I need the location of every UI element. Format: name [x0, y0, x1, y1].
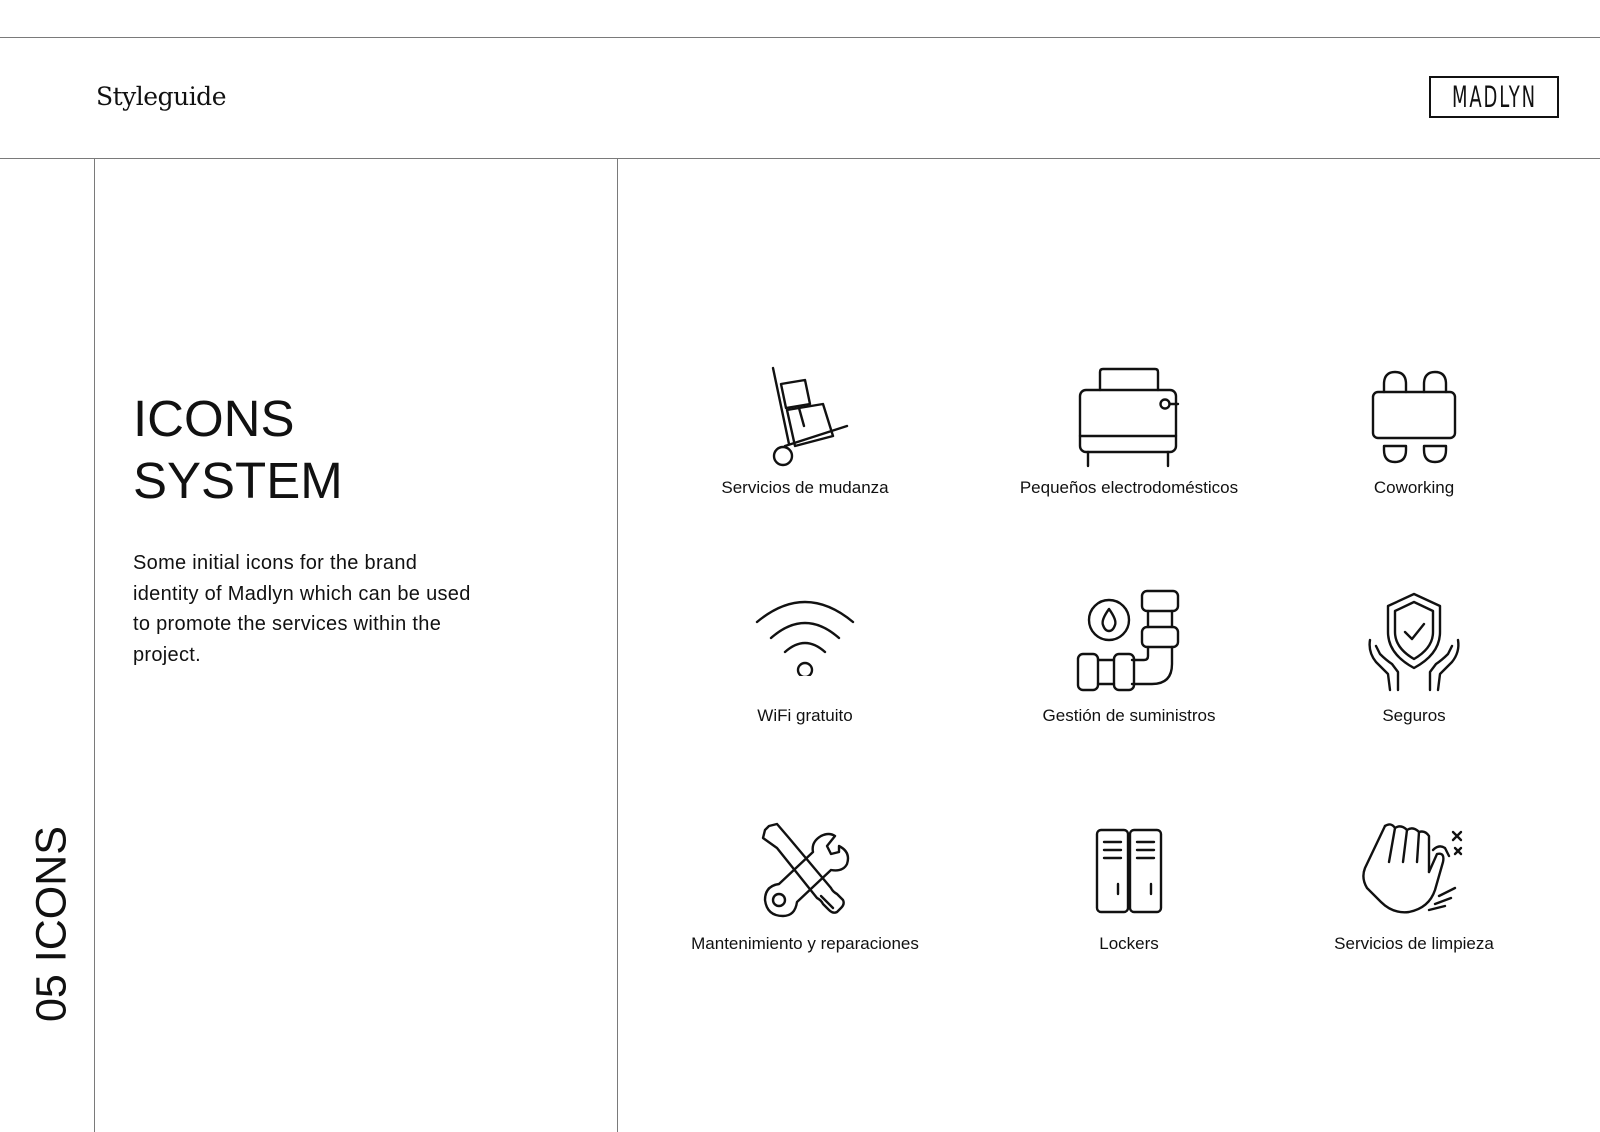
icon-label: WiFi gratuito — [757, 706, 853, 725]
intro-description: Some initial icons for the brand identity of Madlyn which can be used to promote the services within the project. — [133, 552, 471, 666]
header-label: Styleguide — [96, 82, 226, 111]
sidebar-divider — [94, 159, 95, 1132]
wifi-icon — [753, 594, 857, 676]
header-divider — [0, 158, 1600, 159]
page-title-line-1: ICONS — [133, 390, 295, 447]
icon-label: Servicios de limpieza — [1334, 934, 1494, 953]
brand-logo — [1429, 76, 1559, 118]
logo-text: MADLYN — [1451, 80, 1537, 114]
water-pipe-icon — [1074, 588, 1184, 692]
icon-label: Coworking — [1373, 478, 1455, 497]
toaster-icon — [1074, 366, 1184, 470]
icon-label: Servicios de mudanza — [721, 478, 889, 497]
icon-label: Pequeños electrodomésticos — [1019, 478, 1239, 497]
page-title — [133, 388, 343, 512]
icon-label: Gestión de suministros — [1042, 706, 1216, 725]
icon-label: Seguros — [1382, 706, 1446, 725]
content-divider — [617, 159, 618, 1132]
hand-truck-icon — [755, 366, 855, 470]
top-divider — [0, 37, 1600, 38]
icon-label: Lockers — [1099, 934, 1159, 953]
tools-icon — [755, 822, 855, 918]
section-label: 05 ICONS — [27, 826, 76, 1022]
cleaning-glove-icon — [1359, 822, 1469, 918]
lockers-icon — [1089, 822, 1169, 914]
coworking-table-icon — [1366, 366, 1462, 470]
icon-label: Mantenimiento y reparaciones — [691, 934, 919, 953]
shield-hands-icon — [1366, 588, 1462, 692]
page-title-line-2: SYSTEM — [133, 452, 343, 509]
